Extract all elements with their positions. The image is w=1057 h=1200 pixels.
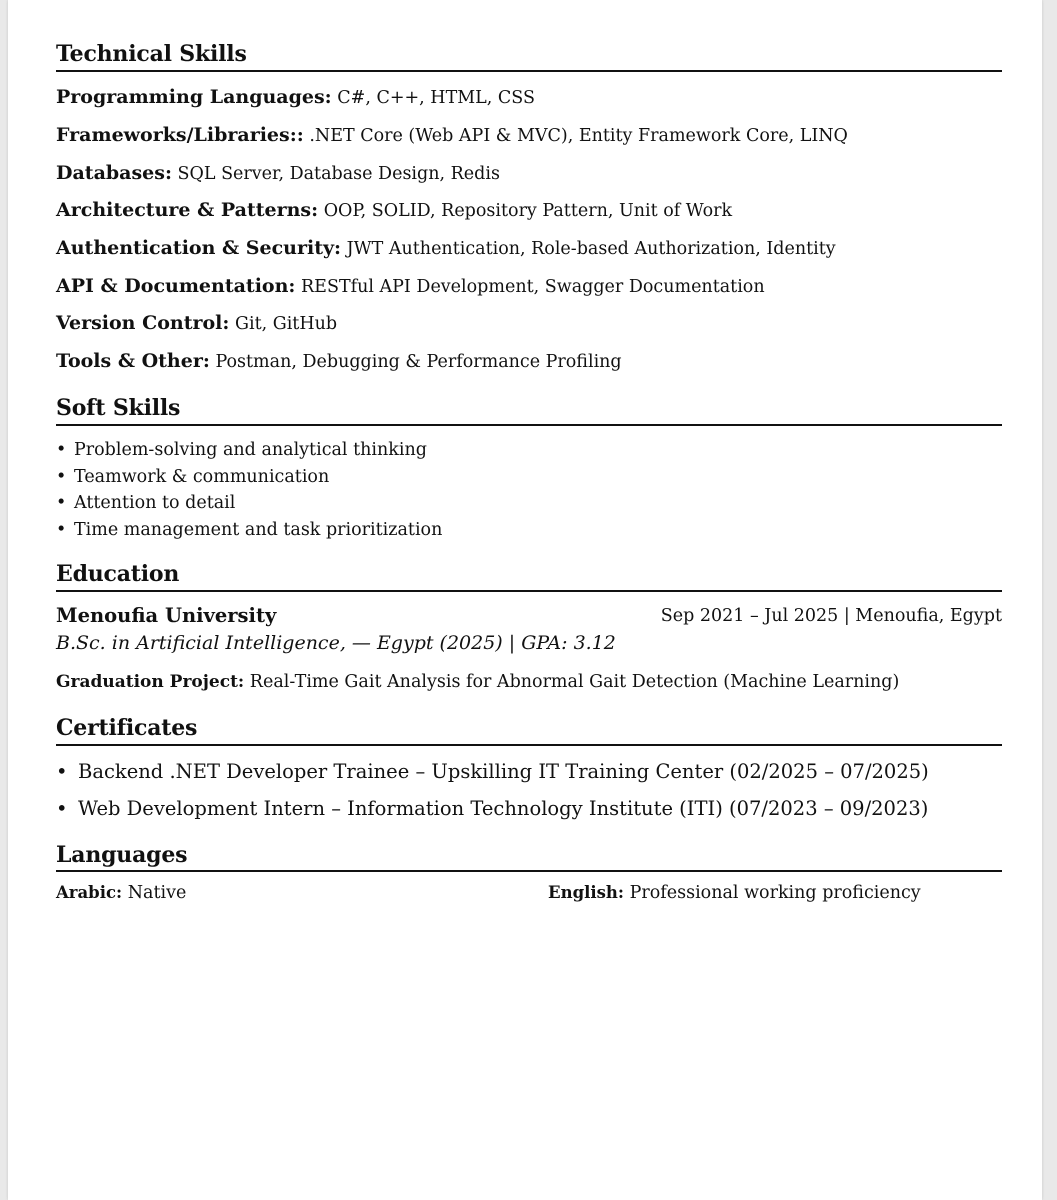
skill-label: Programming Languages: — [56, 86, 332, 108]
skill-label: Frameworks/Libraries:: — [56, 124, 304, 146]
soft-skills-list — [56, 437, 442, 543]
skill-label: API & Documentation: — [56, 275, 296, 297]
graduation-project-value: Real-Time Gait Analysis for Abnormal Gait Detection (Machine Learning) — [249, 672, 900, 692]
language-arabic — [56, 881, 186, 905]
skill-value: JWT Authentication, Role-based Authorization, Identity — [346, 239, 836, 259]
soft-skills-divider — [56, 424, 1002, 426]
skill-label: Version Control: — [56, 312, 230, 334]
language-english — [548, 881, 921, 905]
languages-divider — [56, 870, 1002, 872]
degree-line: B.Sc. in Artificial Intelligence, — Egypt (2025) | GPA: 3.12 — [56, 632, 616, 654]
list-item: • Problem-solving and analytical thinking — [56, 437, 442, 464]
language-value: Professional working proficiency — [629, 883, 921, 903]
graduation-project — [56, 670, 899, 694]
skill-row-api-documentation — [56, 274, 765, 299]
skill-value: Git, GitHub — [235, 314, 338, 334]
skill-row-frameworks — [56, 123, 848, 148]
language-label: Arabic: — [56, 883, 123, 902]
skill-value: Postman, Debugging & Performance Profiling — [215, 352, 622, 372]
certificates-divider — [56, 744, 1002, 746]
education-divider — [56, 590, 1002, 592]
skill-label: Authentication & Security: — [56, 237, 342, 259]
list-item: • Time management and task prioritization — [56, 517, 442, 544]
language-value: Native — [127, 883, 187, 903]
skill-row-architecture — [56, 198, 732, 223]
skill-row-tools — [56, 349, 622, 374]
skill-value: OOP, SOLID, Repository Pattern, Unit of Work — [323, 201, 733, 221]
skill-value: SQL Server, Database Design, Redis — [177, 164, 500, 184]
graduation-project-label: Graduation Project: — [56, 672, 245, 692]
university-name: Menoufia University — [56, 604, 277, 627]
skill-row-programming-languages — [56, 85, 535, 110]
soft-skills-heading: Soft Skills — [56, 395, 181, 421]
list-item: • Backend .NET Developer Trainee – Upskilling IT Training Center (02/2025 – 07/2025) — [56, 753, 929, 790]
certificates-heading: Certificates — [56, 715, 198, 741]
skill-value: RESTful API Development, Swagger Documentation — [301, 277, 765, 297]
skill-row-authentication — [56, 236, 836, 261]
skill-value: .NET Core (Web API & MVC), Entity Framework Core, LINQ — [309, 126, 848, 146]
skill-label: Tools & Other: — [56, 350, 210, 372]
technical-skills-divider — [56, 70, 1002, 72]
skill-row-databases — [56, 161, 500, 186]
education-heading: Education — [56, 561, 180, 587]
skill-label: Architecture & Patterns: — [56, 199, 319, 221]
skill-label: Databases: — [56, 162, 172, 184]
resume-page — [8, 0, 1042, 1200]
list-item: • Teamwork & communication — [56, 464, 442, 491]
skill-row-version-control — [56, 311, 337, 336]
education-dates-location: Sep 2021 – Jul 2025 | Menoufia, Egypt — [660, 606, 1002, 626]
languages-heading: Languages — [56, 842, 188, 868]
skill-value: C#, C++, HTML, CSS — [337, 88, 535, 108]
list-item: • Web Development Intern – Information Technology Institute (ITI) (07/2023 – 09/2023) — [56, 790, 929, 827]
certificates-list — [56, 753, 929, 827]
technical-skills-heading: Technical Skills — [56, 41, 247, 67]
language-label: English: — [548, 883, 625, 902]
list-item: • Attention to detail — [56, 490, 442, 517]
